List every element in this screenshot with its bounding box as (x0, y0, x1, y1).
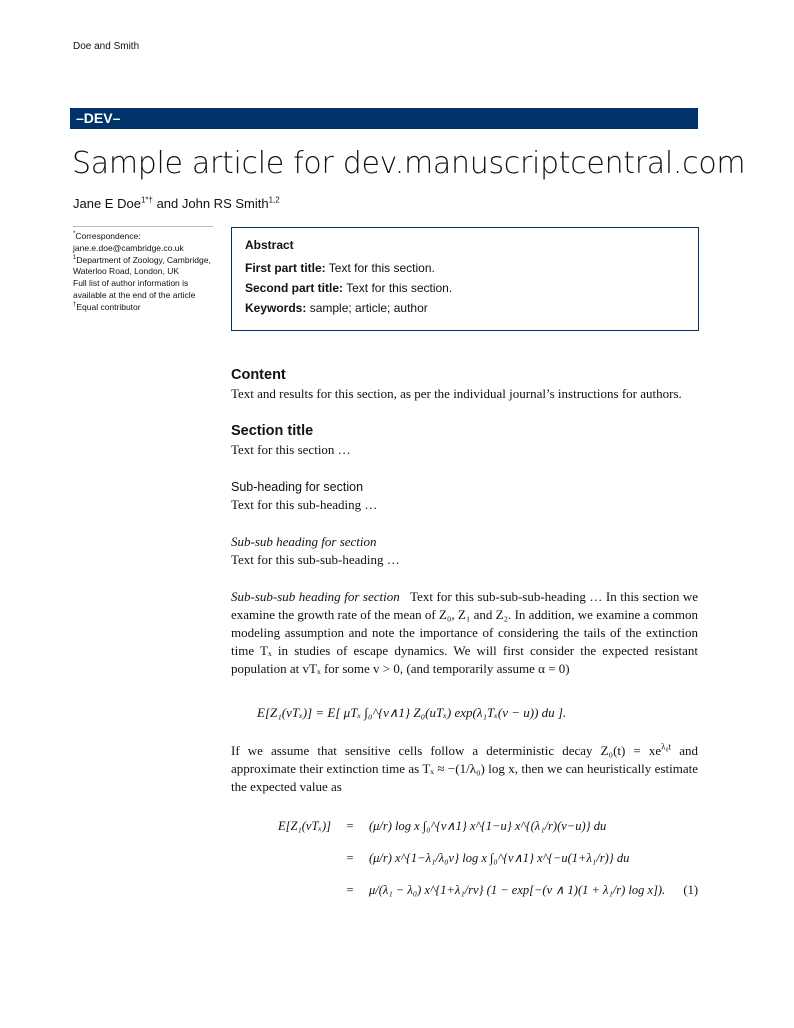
subheading: Sub-heading for section (231, 480, 364, 494)
article-body (231, 365, 698, 906)
correspondence-label: Correspondence: (75, 231, 141, 241)
equation-lhs: E[Z₁(vTₓ)] (277, 819, 331, 833)
footnote-mark: † (73, 301, 77, 308)
abstract-keywords (245, 301, 685, 315)
paragraph-text: If we assume that sensitive cells follow a deterministic decay Z₀(t) = xe (231, 743, 662, 758)
superscript: λ₀t (661, 741, 672, 752)
author-marks: 1,2 (268, 195, 280, 205)
author-list (73, 196, 280, 211)
equals-sign: = (346, 883, 354, 897)
paragraph: Text for this sub-sub-heading … (231, 552, 400, 567)
paragraph (231, 588, 698, 678)
equals-sign: = (346, 819, 354, 833)
equation-rhs: (μ/r) log x ∫₀^{v∧1} x^{1−u} x^{(λ₁/r)(v−u)} du (369, 819, 607, 833)
full-author-info-note: Full list of author information is available at the end of the article (73, 278, 196, 300)
paragraph: Text and results for this section, as per the individual journal’s instructions for authors. (231, 386, 682, 401)
paragraph: Text for this section … (231, 442, 351, 457)
paragraph: Text for this sub-heading … (231, 497, 378, 512)
author-name: John RS Smith (181, 196, 269, 211)
subsubsubheading: Sub-sub-sub heading for section (231, 589, 400, 604)
part-label: Second part title: (245, 281, 344, 295)
author-footnotes (73, 226, 213, 314)
article-title: Sample article for dev.manuscriptcentral.com (72, 146, 746, 181)
equation-rhs: μ/(λ₁ − λ₀) x^{1+λ₁/rv} (1 − exp[−(v ∧ 1)(1 + λ₁/r) log x]). (369, 883, 666, 897)
footnote-mark: 1 (73, 254, 77, 261)
subsubheading: Sub-sub heading for section (231, 534, 377, 549)
paragraph-text: Text for this sub-sub-sub-heading … In this section we examine the growth rate of the mean of Z₀, Z₁ and Z₂. In addition, we examine a common modeling assumption and note the importance of considering the tails of the extinction time Tₓ in studies of escape dynamics. We will first consider the expected resistant population at vTₓ for some v > 0, (and temporarily assume α = 0) (231, 589, 699, 676)
equation-array-1 (231, 810, 698, 906)
equal-contributor-note: Equal contributor (76, 301, 141, 312)
section-heading: Section title (231, 423, 314, 439)
affiliation: Department of Zoology, Cambridge, Waterloo Road, London, UK (73, 254, 211, 277)
equation-number: (1) (683, 883, 698, 897)
equation: E[Z₁(vTₓ)] = E[ μTₓ ∫₀^{v∧1} Z₀(uTₓ) exp(λ₁Tₓ(v − u)) du ]. (257, 705, 567, 720)
part-text: Text for this section. (325, 261, 435, 275)
abstract-part-2 (245, 281, 685, 295)
abstract-box (231, 227, 699, 331)
paragraph (231, 742, 698, 796)
abstract-heading: Abstract (245, 238, 294, 252)
email-link[interactable]: jane.e.doe@cambridge.co.uk (73, 242, 184, 253)
footnote-mark: * (73, 231, 76, 238)
equals-sign: = (346, 851, 354, 865)
keywords-label: Keywords: (245, 301, 307, 315)
equation-rhs: (μ/r) x^{1−λ₁/λ₀v} log x ∫₀^{v∧1} x^{−u(1+λ₁/r)} du (369, 851, 630, 865)
author-marks: 1*† (140, 195, 153, 205)
journal-banner: –DEV– (70, 108, 698, 129)
running-head: Doe and Smith (73, 41, 140, 52)
abstract-part-1 (245, 261, 685, 275)
keywords-text: sample; article; author (306, 301, 428, 315)
author-separator: and (152, 196, 182, 211)
paragraph-text: and approximate their extinction time as Tₓ ≈ −(1/λ₀) log x, then we can heuristically estimate the expected value as (231, 743, 698, 794)
section-heading: Content (231, 367, 286, 383)
part-text: Text for this section. (343, 281, 453, 295)
author-name: Jane E Doe (73, 196, 141, 211)
part-label: First part title: (245, 261, 326, 275)
